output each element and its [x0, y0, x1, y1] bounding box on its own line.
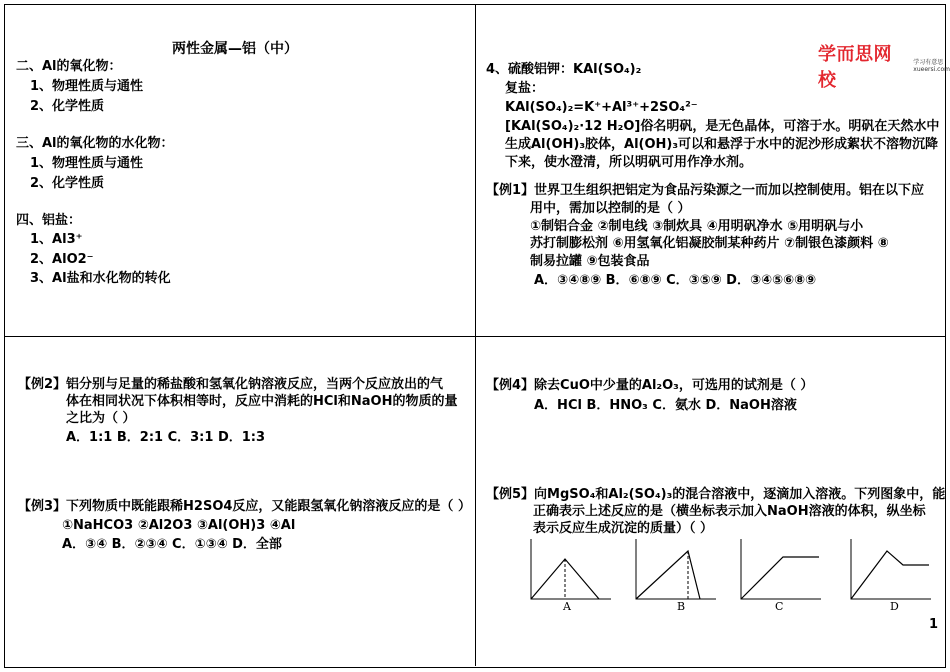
example-3-line-2: ①NaHCO3 ②Al2O3 ③Al(OH)3 ④Al [62, 518, 296, 533]
logo-tagline [913, 59, 950, 73]
example-1-line-4: 苏打制膨松剂 ⑥用氢氧化铝凝胶制某种药片 ⑦制银色漆颜料 ⑧ [530, 236, 889, 251]
example-3-line-1: 【例3】下列物质中既能跟稀H2SO4反应，又能跟氢氧化钠溶液反应的是（ ） [18, 499, 471, 514]
section-2-item-2: 2、化学性质 [30, 99, 105, 114]
page-number: 1 [929, 617, 939, 632]
section-4-heading: 四、铝盐： [16, 213, 82, 228]
double-salt-label: 复盐： [505, 81, 545, 96]
example-4-line-1: 【例4】除去CuO中少量的Al₂O₃，可选用的试剂是（ ） [486, 378, 814, 393]
example-1-options: A．③④⑧⑨ B．⑥⑧⑨ C．③⑤⑨ D．③④⑤⑥⑧⑨ [534, 273, 816, 288]
example-1-line-3: ①制铝合金 ②制电线 ③制炊具 ④用明矾净水 ⑤用明矾与小 [530, 219, 864, 234]
vertical-divider [475, 4, 476, 666]
alum-heading: 4、硫酸铝钾：KAl(SO₄)₂ [486, 62, 642, 77]
graph-label-a: A [563, 600, 571, 613]
section-4-item-3: 3、Al盐和水化物的转化 [30, 271, 171, 286]
section-3-item-1: 1、物理性质与通性 [30, 156, 144, 171]
example-4-options: A．HCl B．HNO₃ C．氨水 D．NaOH溶液 [534, 398, 797, 413]
graph-label-b: B [677, 600, 686, 613]
section-4-item-2: 2、AlO2⁻ [30, 252, 94, 267]
alum-desc-3: 下来，使水澄清，所以明矾可用作净水剂。 [505, 155, 753, 170]
alum-desc-2: 生成Al(OH)₃胶体，Al(OH)₃可以和悬浮于水中的泥沙形成絮状不溶物沉降 [505, 137, 939, 152]
example-1-line-1: 【例1】世界卫生组织把铝定为食品污染源之一而加以控制使用。铝在以下应 [486, 183, 925, 198]
graph-c-axes [741, 539, 821, 599]
graph-b [630, 537, 720, 607]
graph-a-axes [531, 539, 611, 599]
example-3-options: A．③④ B．②③④ C．①③④ D．全部 [62, 537, 282, 552]
graph-b-curve [636, 551, 700, 599]
example-5-line-2: 正确表示上述反应的是（横坐标表示加入NaOH溶液的体积，纵坐标 [533, 504, 926, 519]
section-3-item-2: 2、化学性质 [30, 176, 105, 191]
section-2-item-1: 1、物理性质与通性 [30, 79, 144, 94]
alum-equation: KAl(SO₄)₂=K⁺+Al³⁺+2SO₄²⁻ [505, 100, 698, 115]
section-4-item-1: 1、Al3⁺ [30, 232, 83, 247]
example-2-line-2: 体在相同状况下体积相等时，反应中消耗的HCl和NaOH的物质的量 [66, 394, 458, 409]
logo-text: 学而思网校 [818, 44, 892, 91]
example-1-line-2: 用中，需加以控制的是（ ） [530, 201, 691, 216]
alum-desc-1: [KAl(SO₄)₂·12 H₂O]俗名明矾，是无色晶体，可溶于水。明矾在天然水中 [505, 119, 940, 134]
doc-title: 两性金属—铝（中） [172, 41, 298, 57]
graph-d-axes [851, 539, 931, 599]
example-2-line-1: 【例2】铝分别与足量的稀盐酸和氢氧化钠溶液反应，当两个反应放出的气 [18, 377, 444, 392]
graph-d-curve [851, 551, 929, 599]
section-3-heading: 三、Al的氧化物的水化物： [16, 136, 174, 151]
example-5-line-1: 【例5】向MgSO₄和Al₂(SO₄)₃的混合溶液中，逐滴加入溶液。下列图象中，能 [486, 487, 946, 502]
graph-c-curve [741, 557, 819, 599]
graph-label-d: D [890, 600, 899, 613]
graph-b-axes [636, 539, 716, 599]
example-2-options: A．1:1 B．2:1 C．3:1 D．1:3 [66, 430, 266, 445]
example-5-line-3: 表示反应生成沉淀的质量）（ ） [533, 521, 714, 536]
logo-tagline-cn: 学习有意思 [913, 59, 944, 66]
graph-c [735, 537, 825, 607]
xueersi-logo [818, 40, 950, 92]
section-2-heading: 二、Al的氧化物： [16, 59, 122, 74]
graph-label-c: C [775, 600, 784, 613]
graph-d [845, 537, 935, 607]
horizontal-divider [4, 336, 945, 337]
example-2-line-3: 之比为（ ） [66, 411, 136, 426]
graph-a [525, 537, 615, 607]
example-1-line-5: 制易拉罐 ⑨包装食品 [530, 254, 650, 269]
logo-domain: xueersi.com [913, 66, 950, 73]
